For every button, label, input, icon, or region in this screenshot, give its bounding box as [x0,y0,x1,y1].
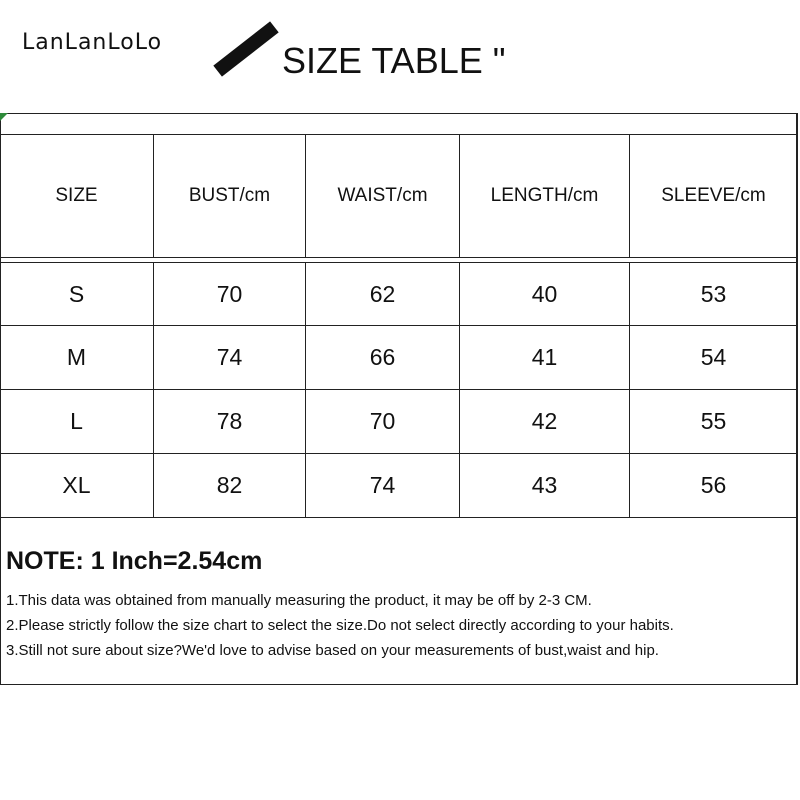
cell-sleeve: 55 [630,390,798,454]
cell-sleeve: 53 [630,262,798,326]
header-waist: WAIST/cm [306,135,460,258]
cell-waist: 66 [306,326,460,390]
cell-length: 41 [460,326,630,390]
table-row [0,326,798,390]
notes-section [6,547,786,667]
note-line: 1.This data was obtained from manually measuring the product, it may be off by 2-3 CM. [6,592,592,609]
header-size: SIZE [0,135,154,258]
cell-length: 43 [460,454,630,518]
cell-length: 40 [460,262,630,326]
cell-bust: 78 [154,390,306,454]
cell-length: 42 [460,390,630,454]
cell-waist: 70 [306,390,460,454]
cell-bust: 82 [154,454,306,518]
slash-decoration [213,21,278,76]
table-header-row [0,135,798,258]
header-length: LENGTH/cm [460,135,630,258]
page-title: SIZE TABLE " [282,40,506,81]
cell-size: S [0,262,154,326]
brand-logo: LanLanLoLo [22,30,163,55]
table-row [0,262,798,326]
cell-size: XL [0,454,154,518]
size-table [0,134,798,518]
table-row [0,454,798,518]
cell-bust: 74 [154,326,306,390]
cell-bust: 70 [154,262,306,326]
note-line: 2.Please strictly follow the size chart to select the size.Do not select directly according to your habits. [6,617,674,634]
cell-waist: 62 [306,262,460,326]
table-row [0,390,798,454]
cell-sleeve: 56 [630,454,798,518]
cell-size: M [0,326,154,390]
cell-waist: 74 [306,454,460,518]
note-line: 3.Still not sure about size?We'd love to advise based on your measurements of bust,waist and hip. [6,642,659,659]
cell-size: L [0,390,154,454]
header [0,0,796,134]
header-sleeve: SLEEVE/cm [630,135,798,258]
header-bust: BUST/cm [154,135,306,258]
cell-sleeve: 54 [630,326,798,390]
note-title: NOTE: 1 Inch=2.54cm [6,547,263,575]
